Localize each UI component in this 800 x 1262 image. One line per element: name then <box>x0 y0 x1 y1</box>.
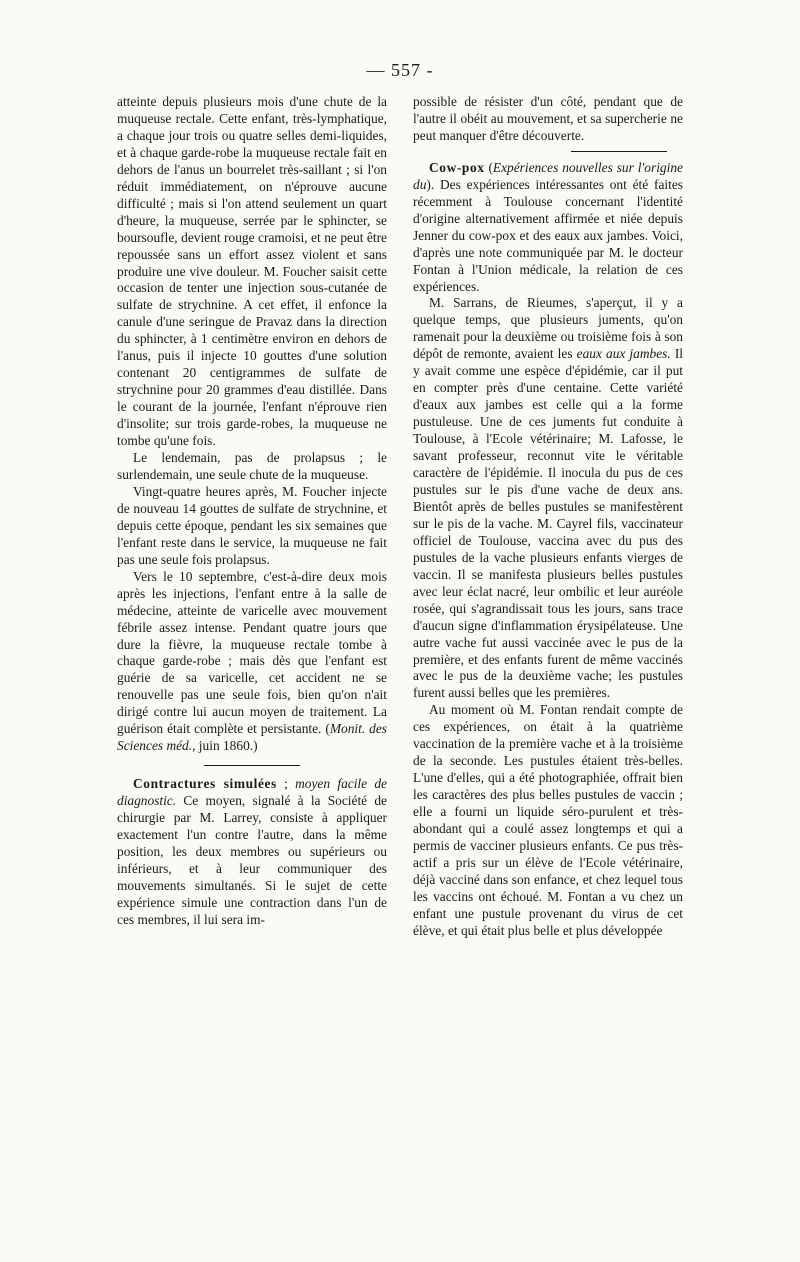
cowpox-text: ). Des expériences intéressantes ont été faites récemment à Toulouse concernant l'identité d'origine alternativement affirmée et niée depuis Jenner du cow-pox et des eaux aux jambes. Voici, d'après une note communiquée par M. le docteur Fontan à l'Union médicale, la relation de ces expériences. <box>413 176 683 294</box>
paragraph-varicella <box>117 569 387 755</box>
contractures-text: Ce moyen, signalé à la Société de chirurgie par M. Larrey, consiste à appliquer exactement l'un contre l'autre, dans la même position, les deux membres ou supérieurs ou inférieurs, et à leur communiquer des mouvements simultanés. Si le sujet de cette expérience simule une contraction dans l'un de ces membres, il lui sera im- <box>117 793 387 927</box>
left-column <box>117 94 387 929</box>
varicella-text: Vers le 10 septembre, c'est-à-dire deux mois après les injections, l'enfant entre à la salle de médecine, atteinte de varicelle avec mouvement fébrile assez intense. Pendant quatre jours que dure la fièvre, la muqueuse rectale tombe à chaque garde-robe ; mais dès que l'enfant est guérie de sa varicelle, cet accident ne se renouvelle pas une seule fois, bien qu'on n'ait dirigé contre lui aucun moyen de traitement. La guérison était complète et persistante. ( <box>117 568 387 737</box>
paragraph-next-day: Le lendemain, pas de prolapsus ; le surlendemain, une seule chute de la muqueuse. <box>117 450 387 482</box>
sarrans-text: M. Sarrans, de Rieumes, s'aperçut, il y a quelque temps, que plusieurs juments, qu'on ramenait pour la deuxième ou troisième fois à son dépôt de remonte, avaient les <box>413 295 683 362</box>
right-column <box>413 94 683 940</box>
section-divider <box>571 151 667 152</box>
paragraph-sarrans <box>413 295 683 702</box>
varicella-end: , juin 1860.) <box>192 738 258 754</box>
paragraph-continuation: possible de résister d'un côté, pendant que de l'autre il obéit au mouvement, et sa supercherie ne peut manquer d'être découverte. <box>413 94 683 143</box>
paragraph-cowpox <box>413 160 683 296</box>
paragraph-rectal-prolapse: atteinte depuis plusieurs mois d'une chute de la muqueuse rectale. Cette enfant, très-lymphatique, a chaque jour trois ou quatre selles demi-liquides, et à chaque garde-robe la muqueuse rectale fait en dehors de l'anus un bourrelet très-saillant ; si l'on réduit immédiatement, on n'éprouve aucune difficulté ; mais si l'on attend seulement un quart d'heure, la muqueuse, serrée par le sphincter, se boursoufle, devient rouge cramoisi, et ne peut être repoussée sans un effort assez violent et sans produire une vive douleur. M. Foucher saisit cette occasion de tenter une injection sous-cutanée de sulfate de strychnine. A cet effet, il enfonce la canule d'une seringue de Pravaz dans la direction du sphincter, à 1 centimètre environ en dehors de l'anus, puis il injecte 10 gouttes d'une solution contenant 20 centigrammes de sulfate de strychnine pour 20 grammes d'eau distillée. Dans le courant de la journée, l'enfant n'éprouve rien d'insolite; sur trois garde-robes, la muqueuse ne tombe qu'une fois. <box>117 94 387 449</box>
section-heading-contractures: Contractures simulées <box>133 776 277 792</box>
section-divider <box>204 765 300 766</box>
section-subtitle-cowpox: Expériences nouvelles sur l'origine du <box>413 159 683 192</box>
heading-open: ( <box>484 159 493 175</box>
sarrans-end: Il y avait comme une espèce d'épidémie, car il put en compter près d'une centaine. Cette variété d'eaux aux jambes est celle qui a la forme pustuleuse. Une de ces juments fut conduite à Toulouse, à l'Ecole vétérinaire; M. Lafosse, le savant professeur, reconnut vite le véritable caractère de l'épidémie. Il inocula du pus de ces pustules sur le pis d'une vache de deux ans. Bientôt après de belles pustules se manifestèrent sur le pis de la vache. M. Cayrel fils, vaccinateur officiel de Toulouse, vaccina avec du pus des pustules de la vache plusieurs enfants vierges de vaccin. Il se manifesta plusieurs belles pustules avec leur éclat nacré, leur ombilic et leur auréole rosée, qui s'agrandissait tous les jours, sans trace d'aucun signe d'inflammation érysipélateuse. Une autre vache fut aussi vaccinée avec le pus de la première, et des enfants furent de même vaccinés avec le pus de la deuxième vache; les pustules furent aussi belles que les premières. <box>413 346 683 701</box>
heading-separator: ; <box>276 776 296 792</box>
section-heading-cowpox: Cow-pox <box>429 159 485 175</box>
page-number: — 557 - <box>366 60 434 80</box>
eaux-aux-jambes: eaux aux jambes. <box>576 346 671 362</box>
section-subtitle: moyen facile de diagnostic. <box>117 776 387 809</box>
paragraph-second-injection: Vingt-quatre heures après, M. Foucher injecte de nouveau 14 gouttes de sulfate de strychnine, et depuis cette époque, pendant les six semaines que l'enfant reste dans le service, la muqueuse ne fait pas une seule fois prolapsus. <box>117 483 387 567</box>
paragraph-fontan: Au moment où M. Fontan rendait compte de ces expériences, on était à la quatrième vaccination de la première vache et à la troisième de la seconde. Les pustules étaient très-belles. L'une d'elles, qui a été photographiée, offrait bien les caractères des plus belles pustules de vaccin ; elle a fourni un liquide séro-purulent et très-abondant qui a coulé assez longtemps et qui a permis de vacciner plusieurs enfants. Ce pus très-actif a pris sur un élève de l'Ecole vétérinaire, déjà vacciné dans son enfance, et chez lequel tous les vaccins ont échoué. M. Fontan a vu chez un enfant une pustule provenant du virus de cet élève, et qui était plus belle et plus développée <box>413 702 683 938</box>
source-citation: Monit. des Sciences méd. <box>117 721 387 754</box>
paragraph-contractures <box>117 776 387 929</box>
